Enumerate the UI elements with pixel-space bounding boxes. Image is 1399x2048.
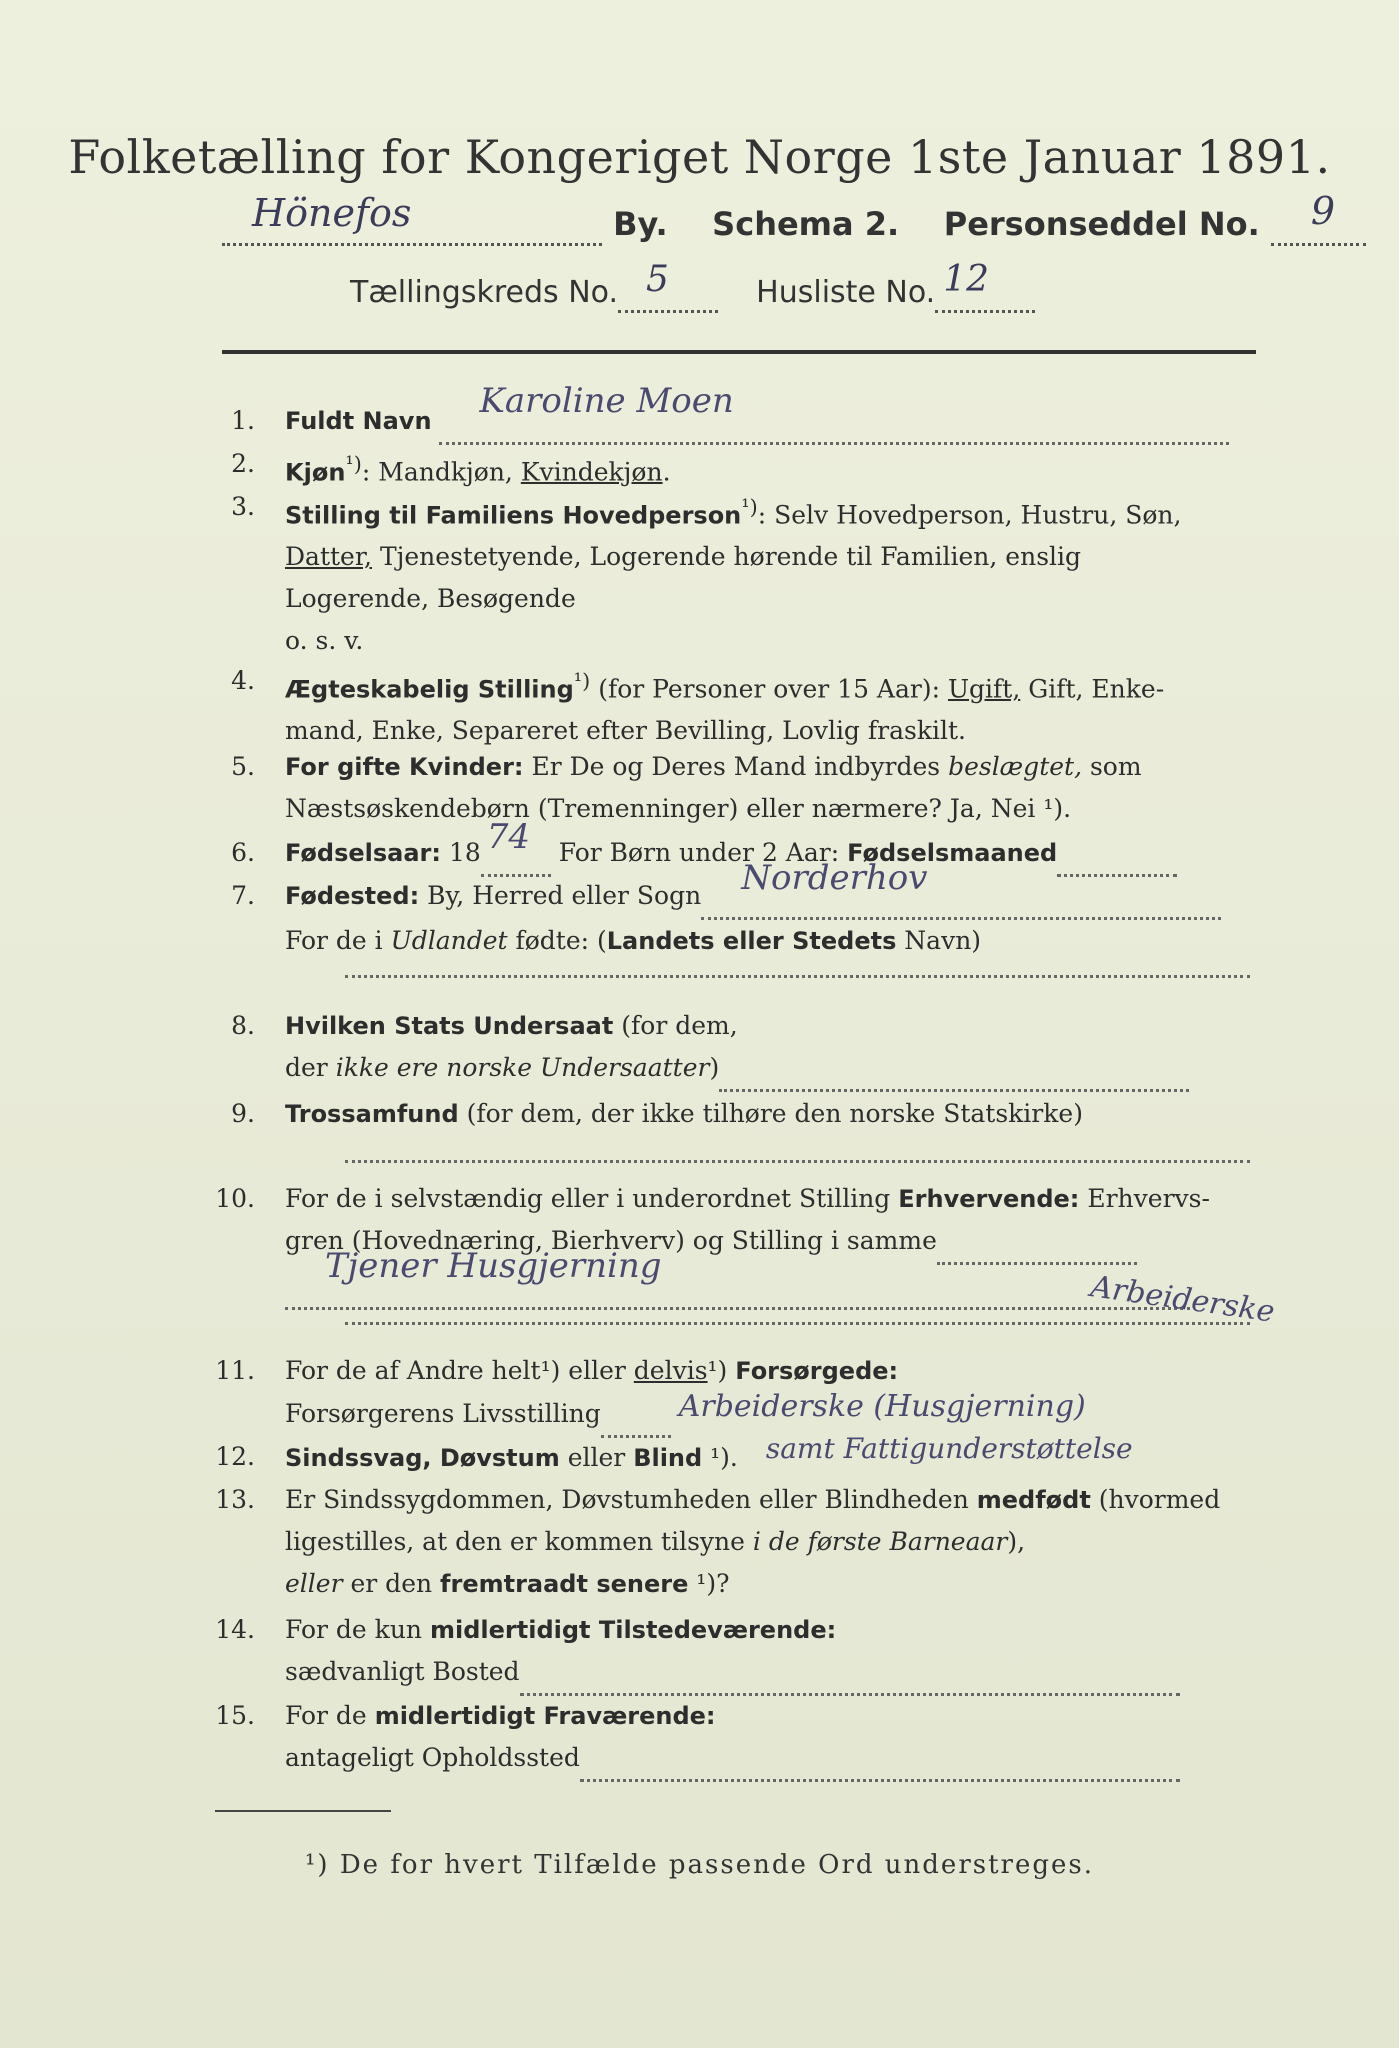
item-5-text	[285, 746, 1260, 830]
margin-note: Arbeiderske	[1088, 1269, 1277, 1330]
blind-label: Blind	[633, 1444, 703, 1472]
congenital-q4: ),	[1007, 1527, 1026, 1556]
birthplace-note: By, Herred eller Sogn	[419, 881, 702, 910]
temp-present-label: midlertidigt Tilstedeværende:	[429, 1616, 837, 1644]
by-label: By.	[613, 205, 668, 243]
married-women-label: For gifte Kvinder:	[285, 753, 524, 781]
item-number: 2.	[231, 449, 255, 478]
husliste-field	[935, 259, 1035, 313]
occupation-field-1	[937, 1220, 1137, 1265]
birthplace-value: Norderhov	[741, 858, 928, 898]
footnote-divider	[215, 1810, 391, 1812]
item-number: 1.	[231, 406, 255, 435]
supported-selected: delvis	[633, 1356, 708, 1385]
temp-present-note: For de kun	[285, 1615, 430, 1644]
birth-month-field	[1057, 832, 1177, 877]
later-label: fremtraadt senere	[440, 1570, 689, 1598]
position-etc: o. s. v.	[285, 626, 364, 656]
citizenship-note: (for dem,	[613, 1011, 738, 1040]
taellingskreds-label: Tællingskreds No.	[350, 275, 618, 310]
item-number: 9.	[231, 1099, 255, 1128]
item-number: 5.	[231, 752, 255, 781]
item-1-text	[285, 381, 1260, 445]
item-number: 3.	[231, 492, 255, 521]
occupation-label: Erhvervende:	[898, 1185, 1080, 1213]
item-number: 4.	[231, 666, 255, 695]
footnote: ¹) De for hvert Tilfælde passende Ord understreges.	[304, 1850, 1094, 1880]
occupation-value: Tjener Husgjerning	[325, 1246, 662, 1286]
congenital-q2: (hvormed	[1090, 1485, 1221, 1514]
husliste-value: 12	[943, 259, 990, 300]
item-13-text	[285, 1479, 1260, 1605]
birth-year-label: Fødselsaar:	[285, 839, 441, 867]
provider-label: Forsørgerens Livsstilling	[285, 1399, 601, 1428]
abroad-note-a: For de i	[285, 926, 391, 955]
citizenship-label: Hvilken Stats Undersaat	[285, 1012, 614, 1040]
marital-note: (for Personer over 15 Aar):	[590, 674, 948, 704]
religion-label: Trossamfund	[285, 1100, 459, 1128]
item-number: 8.	[231, 1011, 255, 1040]
item-number: 10.	[215, 1184, 255, 1213]
item-number: 15.	[215, 1701, 255, 1730]
item-8-text	[285, 1005, 1260, 1092]
header-row-2	[350, 259, 1035, 313]
sex-label: Kjøn	[285, 458, 346, 487]
marital-label: Ægteskabelig Stilling	[285, 675, 574, 704]
sex-options: : Mandkjøn,	[361, 457, 521, 487]
position-selected: Datter,	[285, 542, 372, 572]
country-label: Landets eller Stedets	[606, 927, 897, 955]
occupation-note-c: gren (Hovednæring, Bierhverv) og Stilling i samme	[285, 1226, 937, 1255]
temp-absent-note: For de	[285, 1701, 375, 1730]
congenital-italic: i de første Barneaar	[752, 1527, 1008, 1556]
occupation-note-b: Erhvervs-	[1079, 1184, 1210, 1213]
marital-selected: Ugift,	[947, 674, 1021, 704]
supported-label: Forsørgede:	[735, 1357, 899, 1385]
birth-month-label: Fødselsmaaned	[847, 839, 1058, 867]
position-options-1: : Selv Hovedperson, Hustru, Søn,	[757, 500, 1182, 530]
marital-options-2: mand, Enke, Separeret efter Bevilling, Lovlig fraskilt.	[285, 716, 966, 746]
congenital-q3: ligestilles, at den er kommen tilsyne	[285, 1527, 753, 1556]
full-name-field	[439, 381, 1229, 445]
congenital-end: ¹)?	[688, 1569, 730, 1598]
usual-residence-label: sædvanligt Bosted	[285, 1657, 520, 1686]
citizenship-note-b: der	[285, 1053, 336, 1082]
citizenship-italic: ikke ere norske Undersaatter	[335, 1053, 710, 1082]
provider-dots	[601, 1393, 671, 1438]
sex-end: .	[662, 457, 671, 487]
occupation-note-a: For de i selvstændig eller i underordnet Stilling	[285, 1184, 899, 1213]
item-4-text	[285, 660, 1260, 752]
congenital-q: Er Sindssygdommen, Døvstumheden eller Blindheden	[285, 1485, 977, 1514]
item-7-text	[285, 858, 1260, 962]
disability-label: Sindssvag, Døvstum	[285, 1444, 560, 1472]
disability-or: eller	[559, 1443, 634, 1472]
personseddel-label: Personseddel No.	[943, 205, 1260, 243]
item-11-text	[285, 1350, 1260, 1438]
marital-options-1: Gift, Enke-	[1020, 674, 1165, 704]
religion-line	[345, 1160, 1250, 1163]
sex-selected: Kvindekjøn	[520, 457, 663, 487]
full-name-value: Karoline Moen	[479, 381, 734, 421]
item-3-text	[285, 486, 1260, 662]
abroad-note-b: fødte: (	[507, 926, 607, 955]
husliste-label: Husliste No.	[756, 275, 936, 310]
married-women-q2: som	[1082, 752, 1142, 781]
married-women-q3: Næstsøskendebørn (Tremenninger) eller nærmere? Ja, Nei ¹).	[285, 794, 1072, 823]
congenital-q5: er den	[342, 1569, 441, 1598]
header-divider	[222, 350, 1256, 354]
item-12-text	[285, 1432, 1260, 1479]
congenital-label: medfødt	[976, 1486, 1091, 1514]
disability-end: ¹).	[702, 1443, 738, 1472]
supported-note-a: For de af Andre helt¹) eller	[285, 1356, 634, 1385]
item-number: 13.	[215, 1485, 255, 1514]
birth-month-note: For Børn under 2 Aar:	[550, 838, 848, 867]
personseddel-field	[1271, 189, 1366, 246]
footnote-ref: ¹)	[345, 452, 362, 476]
form-title: Folketælling for Kongeriget Norge 1ste Januar 1891.	[68, 130, 1331, 184]
position-label: Stilling til Familiens Hovedperson	[285, 501, 742, 530]
position-options-3: Logerende, Besøgende	[285, 584, 576, 614]
item-number: 7.	[231, 881, 255, 910]
supported-sup: ¹)	[707, 1356, 736, 1385]
item-9-text	[285, 1093, 1260, 1135]
religion-note: (for dem, der ikke tilhøre den norske Statskirke)	[458, 1099, 1083, 1128]
married-women-q: Er De og Deres Mand indbyrdes	[523, 752, 949, 781]
birthplace-field	[701, 858, 1221, 920]
item-14-text	[285, 1609, 1260, 1696]
item-number: 11.	[215, 1356, 255, 1385]
footnote-ref: ¹)	[573, 669, 591, 693]
by-field	[222, 191, 602, 246]
taellingskreds-value: 5	[646, 259, 669, 300]
footnote-ref: ¹)	[741, 495, 758, 519]
provider-value: Arbeiderske (Husgjerning)	[678, 1389, 1086, 1424]
citizenship-end: )	[709, 1053, 720, 1082]
probable-residence-label: antageligt Opholdssted	[285, 1743, 580, 1772]
birth-year-value: 74	[486, 817, 531, 857]
disability-value: samt Fattigunderstøttelse	[765, 1432, 1133, 1465]
personseddel-value: 9	[1310, 189, 1336, 233]
schema-label: Schema 2.	[712, 205, 900, 243]
occupation-line	[345, 1322, 1250, 1325]
usual-residence-field	[520, 1651, 1180, 1696]
birthplace-label: Fødested:	[285, 882, 420, 910]
item-number: 6.	[231, 838, 255, 867]
taellingskreds-field	[618, 259, 718, 313]
item-number: 12.	[215, 1442, 255, 1471]
item-15-text	[285, 1695, 1260, 1782]
probable-residence-field	[580, 1737, 1180, 1782]
temp-absent-label: midlertidigt Fraværende:	[374, 1702, 716, 1730]
item-number: 14.	[215, 1615, 255, 1644]
birthplace-abroad-line	[345, 975, 1250, 978]
country-end: Navn)	[896, 926, 982, 955]
related-word: beslægtet,	[948, 752, 1083, 781]
birth-year-prefix: 18	[441, 838, 481, 867]
full-name-label: Fuldt Navn	[285, 407, 432, 435]
position-options-2: Tjenestetyende, Logerende hørende til Familien, enslig	[372, 542, 1082, 572]
occupation-field-2	[285, 1246, 1190, 1310]
abroad-word: Udlandet	[390, 926, 508, 955]
by-value: Hönefos	[252, 191, 412, 235]
header-row-1	[222, 189, 1336, 246]
citizenship-field	[719, 1047, 1189, 1092]
congenital-eller: eller	[285, 1569, 343, 1598]
birth-year-field	[481, 817, 551, 877]
